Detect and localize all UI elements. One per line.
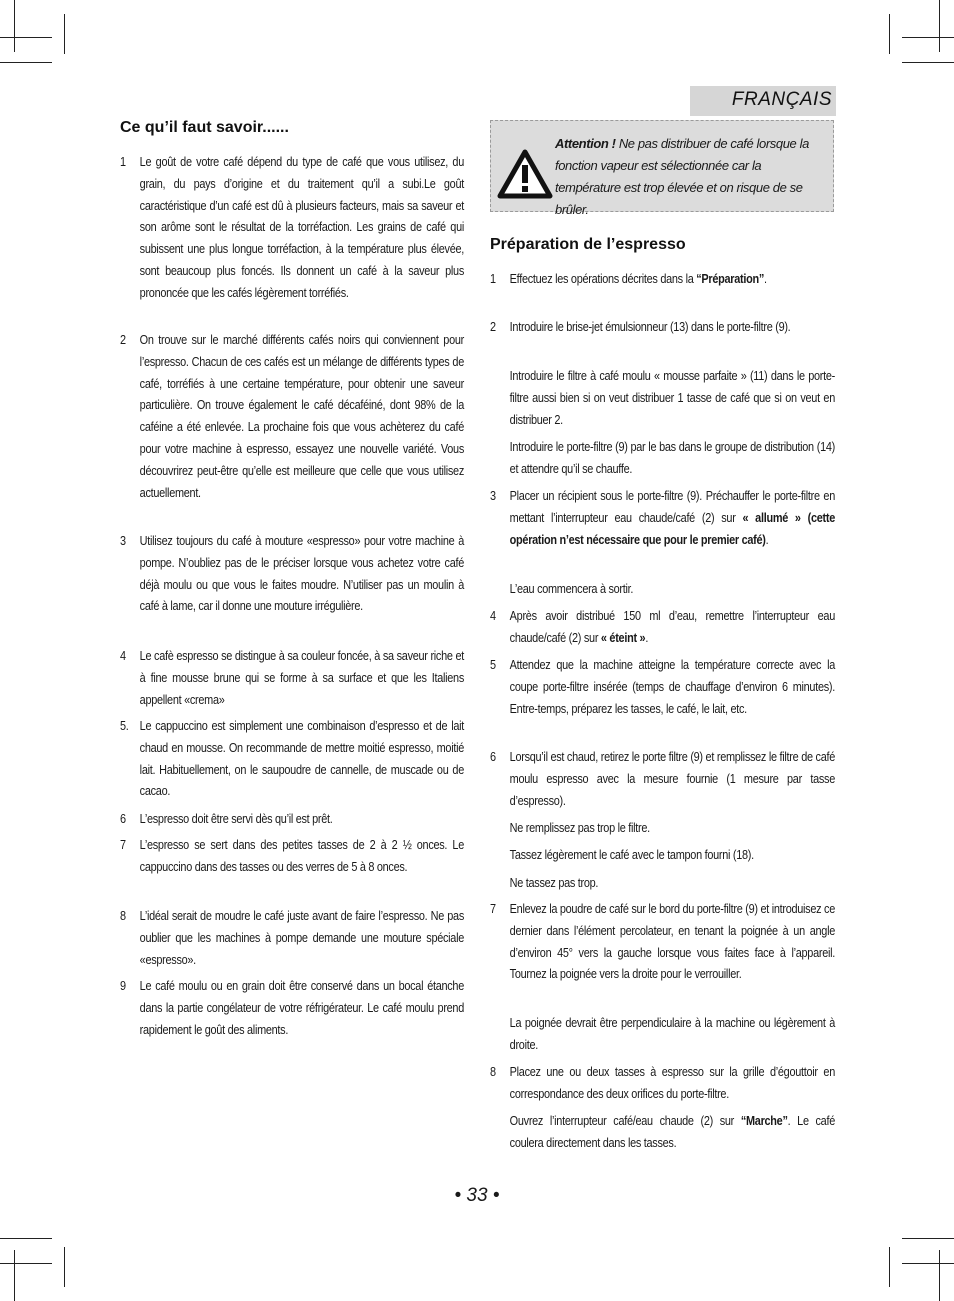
crop-mark bbox=[0, 1238, 52, 1239]
item-text: Utilisez toujours du café à mouture «espresso» pour votre machine à pompe. N’oubliez pas de le préciser lorsque vous achetez votre café déjà moulu ou que vous le faites moudre. N’utiliser pas un moulin à café à lame, car il donne une mouture irrégulière. bbox=[139, 533, 464, 614]
list-item bbox=[490, 654, 835, 719]
item-text-part: . bbox=[645, 629, 649, 645]
language-tab bbox=[690, 86, 836, 116]
item-text bbox=[510, 578, 835, 600]
crop-mark bbox=[902, 1263, 954, 1264]
crop-mark bbox=[889, 14, 890, 54]
item-text bbox=[510, 1012, 835, 1056]
item-text: L’idéal serait de moudre le café juste avant de faire l’espresso. Ne pas oublier que les machines à pompe demande une mouture spéciale «espresso». bbox=[139, 908, 464, 967]
list-item bbox=[490, 1061, 835, 1105]
item-text-part: Après avoir distribué 150 ml d’eau, remettre l’interrupteur eau chaude/café (2) sur bbox=[509, 608, 835, 645]
list-item bbox=[490, 872, 835, 894]
item-text: Le cafè espresso se distingue à sa couleur foncée, à sa saveur riche et à fine mousse brune qui se forme à sa surface et que les Italiens appellent «crema» bbox=[139, 648, 464, 707]
crop-mark bbox=[902, 62, 954, 63]
item-number: 2 bbox=[120, 332, 126, 347]
item-number: 6 bbox=[490, 749, 496, 764]
item-text-part: . bbox=[765, 531, 769, 547]
item-text bbox=[510, 872, 835, 894]
item-text-part: Attendez que la machine atteigne la température correcte avec la coupe porte-filtre insérée (temps de chauffage d’environ 6 minutes). Entre-temps, préparez les tasses, le café, le lait, etc. bbox=[509, 657, 835, 716]
crop-mark bbox=[0, 37, 52, 38]
item-text-part: Enlevez la poudre de café sur le bord du porte-filtre (9) et introduisez ce dernier dans l’élément percolateur, en tenant la poignée à un angle d’environ 45° vers la gauche lorsque vous faites face à l’appareil. Tournez la poignée vers la droite pour le verrouiller. bbox=[509, 901, 835, 982]
list-item bbox=[490, 578, 835, 600]
item-number: 7 bbox=[120, 837, 126, 852]
list-item bbox=[490, 746, 835, 811]
item-text bbox=[510, 485, 835, 550]
item-text-part: Lorsqu’il est chaud, retirez le porte filtre (9) et remplissez le filtre de café moulu espresso avec la mesure fournie (1 mesure par tasse d’espresso). bbox=[509, 749, 835, 808]
crop-mark bbox=[0, 62, 52, 63]
item-number: 6 bbox=[120, 811, 126, 826]
item-text-part: Introduire le brise-jet émulsionneur (13) dans le porte-filtre (9). bbox=[509, 319, 791, 334]
item-number: 3 bbox=[490, 488, 496, 503]
list-item bbox=[120, 715, 464, 802]
item-number: 5 bbox=[490, 657, 496, 672]
item-text bbox=[510, 436, 835, 480]
item-text bbox=[510, 268, 835, 290]
list-item bbox=[120, 645, 464, 710]
crop-mark bbox=[64, 1247, 65, 1287]
page-number: • 33 • bbox=[454, 1185, 500, 1206]
list-item bbox=[490, 898, 835, 985]
list-item bbox=[490, 365, 835, 430]
item-text bbox=[510, 817, 835, 839]
list-item bbox=[490, 316, 835, 338]
language-label: FRANÇAIS bbox=[731, 89, 832, 110]
item-number: 4 bbox=[120, 648, 126, 663]
item-text-bold: “Préparation” bbox=[696, 271, 764, 286]
list-item bbox=[490, 844, 835, 866]
list-item bbox=[490, 1110, 835, 1154]
item-text-part: Tassez légèrement le café avec le tampon fourni (18). bbox=[509, 847, 754, 862]
item-number: 1 bbox=[120, 154, 126, 169]
item-text-bold: « éteint » bbox=[600, 629, 646, 645]
list-item bbox=[120, 530, 464, 617]
item-number: 4 bbox=[490, 608, 496, 623]
item-text-part: Placez une ou deux tasses à espresso sur la grille d’égouttoir en correspondance des deux orifices du porte-filtre. bbox=[509, 1064, 835, 1101]
item-text: L’espresso se sert dans des petites tasses de 2 à 2 ½ onces. Le cappuccino dans des tasses ou des verres de 5 à 8 onces. bbox=[139, 837, 464, 874]
item-text-part: . Le café coulera directement dans les tasses. bbox=[509, 1113, 835, 1150]
item-text-bold: « allumé » (cette opération n’est nécessaire que pour le premier café) bbox=[509, 509, 835, 547]
warning-box bbox=[490, 120, 834, 217]
warning-triangle-icon bbox=[497, 149, 553, 199]
item-text-part: Introduire le filtre à café moulu « mousse parfaite » (11) dans le porte-filtre aussi bien si on veut distribuer 1 tasse de café que si on veut en distribuer 2. bbox=[509, 368, 835, 427]
item-number: 8 bbox=[490, 1064, 496, 1079]
item-number: 7 bbox=[490, 901, 496, 916]
list-item bbox=[490, 817, 835, 839]
item-text bbox=[510, 1110, 835, 1154]
crop-mark bbox=[902, 1238, 954, 1239]
item-number: 8 bbox=[120, 908, 126, 923]
item-text-part: Placer un récipient sous le porte-filtre (9). Préchauffer le porte-filtre en mettant l’interrupteur eau chaude/café (2) sur bbox=[509, 488, 835, 525]
item-number: 2 bbox=[490, 319, 496, 334]
item-number: 9 bbox=[120, 978, 126, 993]
item-text bbox=[510, 654, 835, 719]
list-item bbox=[490, 436, 835, 480]
list-item bbox=[490, 268, 835, 290]
item-text-part: Ne tassez pas trop. bbox=[509, 875, 599, 890]
item-text bbox=[510, 746, 835, 811]
list-item bbox=[120, 151, 464, 304]
crop-mark bbox=[939, 0, 940, 52]
list-item bbox=[120, 808, 464, 830]
item-text-part: Introduire le porte-filtre (9) par le bas dans le groupe de distribution (14) et attendre qu’il se chauffe. bbox=[509, 439, 835, 476]
section-heading-tips: Ce qu’il faut savoir...... bbox=[120, 119, 289, 136]
item-text: Le cappuccino est simplement une combinaison d’espresso et de lait chaud en mousse. On recommande de mettre moitié espresso, moitié lait. Habituellement, on le saupoudre de cannelle, de muscade ou de cacao. bbox=[139, 718, 464, 799]
item-text bbox=[510, 605, 835, 649]
item-number: 5. bbox=[120, 718, 129, 733]
crop-mark bbox=[902, 37, 954, 38]
list-item bbox=[120, 975, 464, 1040]
crop-mark bbox=[14, 1250, 15, 1301]
item-text-part: Effectuez les opérations décrites dans la bbox=[509, 271, 697, 286]
item-text: Le café moulu ou en grain doit être conservé dans un bocal étanche dans la partie congélateur de votre réfrigérateur. Le café moulu prend rapidement le goût des aliments. bbox=[139, 978, 464, 1037]
section-heading-espresso: Préparation de l’espresso bbox=[490, 236, 686, 253]
item-text bbox=[510, 844, 835, 866]
item-text bbox=[510, 1061, 835, 1105]
warning-title: Attention ! bbox=[555, 136, 616, 151]
item-text-bold: “Marche” bbox=[740, 1113, 788, 1128]
list-item bbox=[490, 1012, 835, 1056]
item-text-part: L’eau commencera à sortir. bbox=[509, 581, 634, 596]
crop-mark bbox=[14, 0, 15, 52]
crop-mark bbox=[889, 1247, 890, 1287]
item-text: Le goût de votre café dépend du type de café que vous utilisez, du grain, du pays d’origine et du traitement qu’il a subi.Le goût caractéristique d’un café est dû à plusieurs facteurs, mais sa saveur et son arôme sont le résultat de la torréfaction. Les grains de café qui subissent une plus longue torréfaction, à la température plus élevée, sont beaucoup plus foncés. Ils donnent un café à la saveur plus prononcée que les cafés légèrement torréfiés. bbox=[139, 154, 464, 300]
list-item bbox=[120, 329, 464, 503]
list-item bbox=[490, 605, 835, 649]
list-item bbox=[490, 485, 835, 550]
item-number: 3 bbox=[120, 533, 126, 548]
item-text: L’espresso doit être servi dès qu’il est prêt. bbox=[139, 811, 333, 826]
list-item bbox=[120, 834, 464, 878]
item-text-part: . bbox=[763, 271, 767, 286]
item-text-part: Ouvrez l’interrupteur café/eau chaude (2) sur bbox=[509, 1113, 741, 1128]
item-number: 1 bbox=[490, 271, 496, 286]
item-text-part: Ne remplissez pas trop le filtre. bbox=[509, 820, 650, 835]
crop-mark bbox=[64, 14, 65, 54]
list-item bbox=[120, 905, 464, 970]
warning-body: Ne pas distribuer de café lorsque la fonction vapeur est sélectionnée car la température est trop élevée et on risque de se brûler. bbox=[555, 136, 809, 217]
warning-text bbox=[555, 133, 827, 221]
item-text: On trouve sur le marché différents cafés noirs qui conviennent pour l’espresso. Chacun de ces cafés est un mélange de différents types de café, torréfiés à une certaine température, pour obtenir une saveur particulière. On trouve également le café décaféiné, dont 98% de la caféine a été enlevée. La prochaine fois que vous achèterez du café pour votre machine à espresso, essayez une nouvelle variété. Vous découvrirez peut-être qu’elle est meilleure que celle que vous utilisez actuellement. bbox=[139, 332, 464, 500]
item-text bbox=[510, 316, 835, 338]
crop-mark bbox=[939, 1250, 940, 1301]
item-text bbox=[510, 365, 835, 430]
item-text bbox=[510, 898, 835, 985]
crop-mark bbox=[0, 1263, 52, 1264]
item-text-part: La poignée devrait être perpendiculaire à la machine ou légèrement à droite. bbox=[509, 1015, 835, 1052]
